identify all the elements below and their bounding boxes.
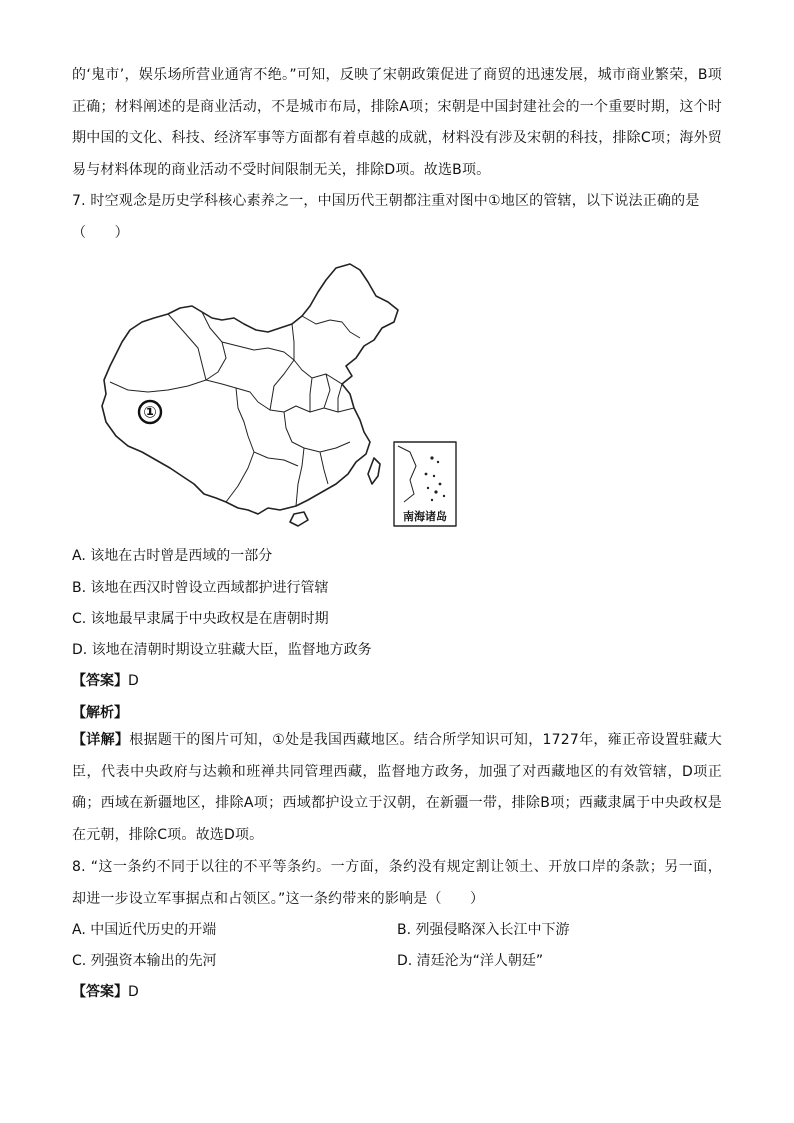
china-map [98,262,470,530]
question-7-stem-text: 7. 时空观念是历史学科核心素养之一，中国历代王朝都注重对图中①地区的管辖，以下说法正确的是 [72,193,700,209]
q8-option-b: B. 列强侵略深入长江中下游 [397,922,570,938]
q8-answer-value: D [128,984,139,1000]
q7-option-d: D. 该地在清朝时期设立驻藏大臣，监督地方政务 [72,642,372,658]
q7-option-a: A. 该地在古时曾是西域的一部分 [72,548,273,564]
question-7-stem [72,186,722,249]
china-outline [102,264,398,514]
q7-analysis-label: 【解析】 [72,705,128,721]
region-1-marker: ① [143,402,157,422]
q7-detail [72,725,722,851]
south-china-sea-islands [425,456,446,501]
q7-answer-value: D [128,673,139,689]
question-7-blank: （ ） [72,224,129,241]
south-china-sea-label: 南海诸岛 [403,510,447,523]
q8-option-a: A. 中国近代历史的开端 [72,922,217,938]
q8-option-c: C. 列强资本输出的先河 [72,953,217,969]
q7-answer-label: 【答案】 [72,673,128,689]
previous-analysis-continuation: 的‘鬼市’，娱乐场所营业通宵不绝。”可知，反映了宋朝政策促进了商贸的迅速发展，城市商业繁荣，B项正确；材料阐述的是商业活动，不是城市布局，排除A项；宋朝是中国封建社会的一个重要时期，这个时期中国的文化、科技、经济军事等方面都有着卓越的成就，材料没有涉及宋朝的科技，排除C项；海外贸易与材料体现的商业活动不受时间限制无关，排除D项。故选B项。 [72,67,722,178]
question-8-stem: 8. “这一条约不同于以往的不平等条约。一方面，条约没有规定割让领土、开放口岸的条款；另一面，却进一步设立军事据点和占领区。”这一条约带来的影响是（ ） [72,859,722,907]
q8-answer [72,982,139,1002]
inset-coastline [398,446,416,502]
q7-option-c: C. 该地最早隶属于中央政权是在唐朝时期 [72,611,329,627]
q7-detail-text: 根据题干的图片可知，①处是我国西藏地区。结合所学知识可知，1727年，雍正帝设置驻藏大臣，代表中央政府与达赖和班禅共同管理西藏，监督地方政务，加强了对西藏地区的有效管辖，D项正确；西域在新疆地区，排除A项；西域都护设立于汉朝，在新疆一带，排除B项；西藏隶属于中央政权是在元朝，排除C项。故选D项。 [72,732,722,843]
q8-answer-label: 【答案】 [72,984,128,1000]
q8-option-d: D. 清廷沦为“洋人朝廷” [397,953,544,969]
hainan-island [290,512,308,526]
china-map-drawing [98,262,470,530]
q7-detail-label: 【详解】 [72,732,130,748]
taiwan-island [368,458,380,484]
q7-answer [72,671,139,691]
q7-option-b: B. 该地在西汉时曾设立西域都护进行管辖 [72,580,329,596]
